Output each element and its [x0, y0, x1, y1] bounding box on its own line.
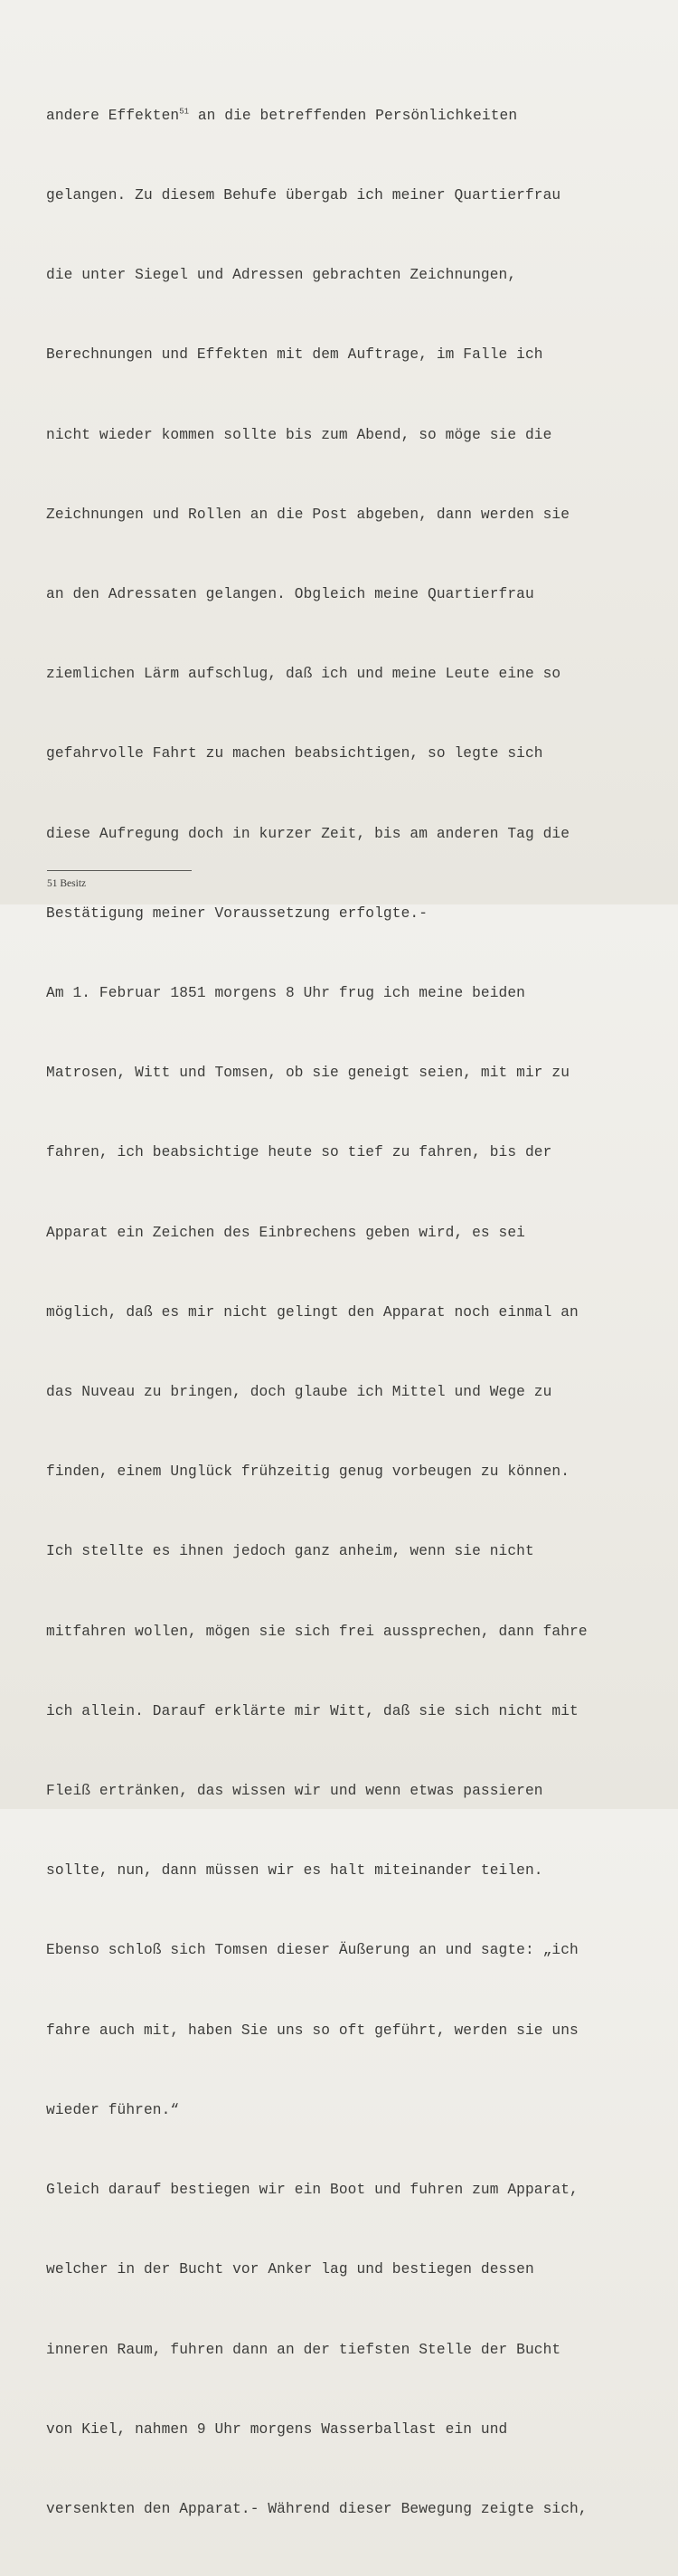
text-line: wieder führen.“ [46, 2101, 180, 2118]
text-line-1-end: an die betreffenden Persönlichkeiten [189, 107, 518, 124]
text-line: diese Aufregung doch in kurzer Zeit, bis am anderen Tag die [46, 825, 570, 842]
text-line: gefahrvolle Fahrt zu machen beabsichtigen, so legte sich [46, 745, 543, 762]
text-line: Matrosen, Witt und Tomsen, ob sie geneigt seien, mit mir zu [46, 1065, 570, 1082]
text-line: welcher in der Bucht vor Anker lag und bestiegen dessen [46, 2261, 534, 2278]
text-line: möglich, daß es mir nicht gelingt den Apparat noch einmal an [46, 1303, 579, 1321]
text-line: Am 1. Februar 1851 morgens 8 Uhr frug ich meine beiden [46, 985, 525, 1002]
text-line: gelangen. Zu diesem Behufe übergab ich meiner Quartierfrau [46, 187, 561, 204]
text-line: Ebenso schloß sich Tomsen dieser Äußerung an und sagte: „ich [46, 1942, 579, 1959]
text-line: fahren, ich beabsichtige heute so tief zu fahren, bis der [46, 1144, 552, 1161]
text-line: Berechnungen und Effekten mit dem Auftrage, im Falle ich [46, 346, 543, 364]
footnote: 51 Besitz [47, 878, 87, 889]
text-line: versenkten den Apparat.- Während dieser Bewegung zeigte sich, [46, 2500, 588, 2517]
text-line-1 [46, 103, 670, 129]
text-line: Fleiß ertränken, das wissen wir und wenn etwas passieren [46, 1783, 543, 1800]
text-line: Apparat ein Zeichen des Einbrechens geben wird, es sei [46, 1224, 525, 1241]
text-line: sollte, nun, dann müssen wir es halt miteinander teilen. [46, 1862, 543, 1880]
text-line: ich allein. Darauf erklärte mir Witt, daß sie sich nicht mit [46, 1702, 579, 1719]
text-line: die unter Siegel und Adressen gebrachten Zeichnungen, [46, 267, 517, 284]
text-line: das Nuveau zu bringen, doch glaube ich Mittel und Wege zu [46, 1384, 552, 1401]
text-line: finden, einem Unglück frühzeitig genug vorbeugen zu können. [46, 1463, 570, 1481]
text-line: inneren Raum, fuhren dann an der tiefsten Stelle der Bucht [46, 2341, 561, 2358]
footnote-divider [47, 870, 192, 871]
text-line: ziemlichen Lärm aufschlug, daß ich und meine Leute eine so [46, 666, 561, 683]
text-line: Bestätigung meiner Voraussetzung erfolgte.- [46, 904, 428, 922]
text-line-1-start: andere Effekten [46, 107, 180, 124]
text-line: Zeichnungen und Rollen an die Post abgeben, dann werden sie [46, 506, 570, 523]
footnote-reference: 51 [179, 107, 190, 117]
body-text [46, 50, 670, 2576]
text-line: an den Adressaten gelangen. Obgleich meine Quartierfrau [46, 586, 534, 603]
text-line: fahre auch mit, haben Sie uns so oft geführt, werden sie uns [46, 2022, 579, 2039]
text-line: mitfahren wollen, mögen sie sich frei aussprechen, dann fahre [46, 1623, 588, 1640]
text-line: von Kiel, nahmen 9 Uhr morgens Wasserballast ein und [46, 2420, 508, 2438]
text-line: nicht wieder kommen sollte bis zum Abend, so möge sie die [46, 426, 552, 443]
text-line: Ich stellte es ihnen jedoch ganz anheim, wenn sie nicht [46, 1543, 534, 1560]
text-line: Gleich darauf bestiegen wir ein Boot und fuhren zum Apparat, [46, 2182, 579, 2199]
